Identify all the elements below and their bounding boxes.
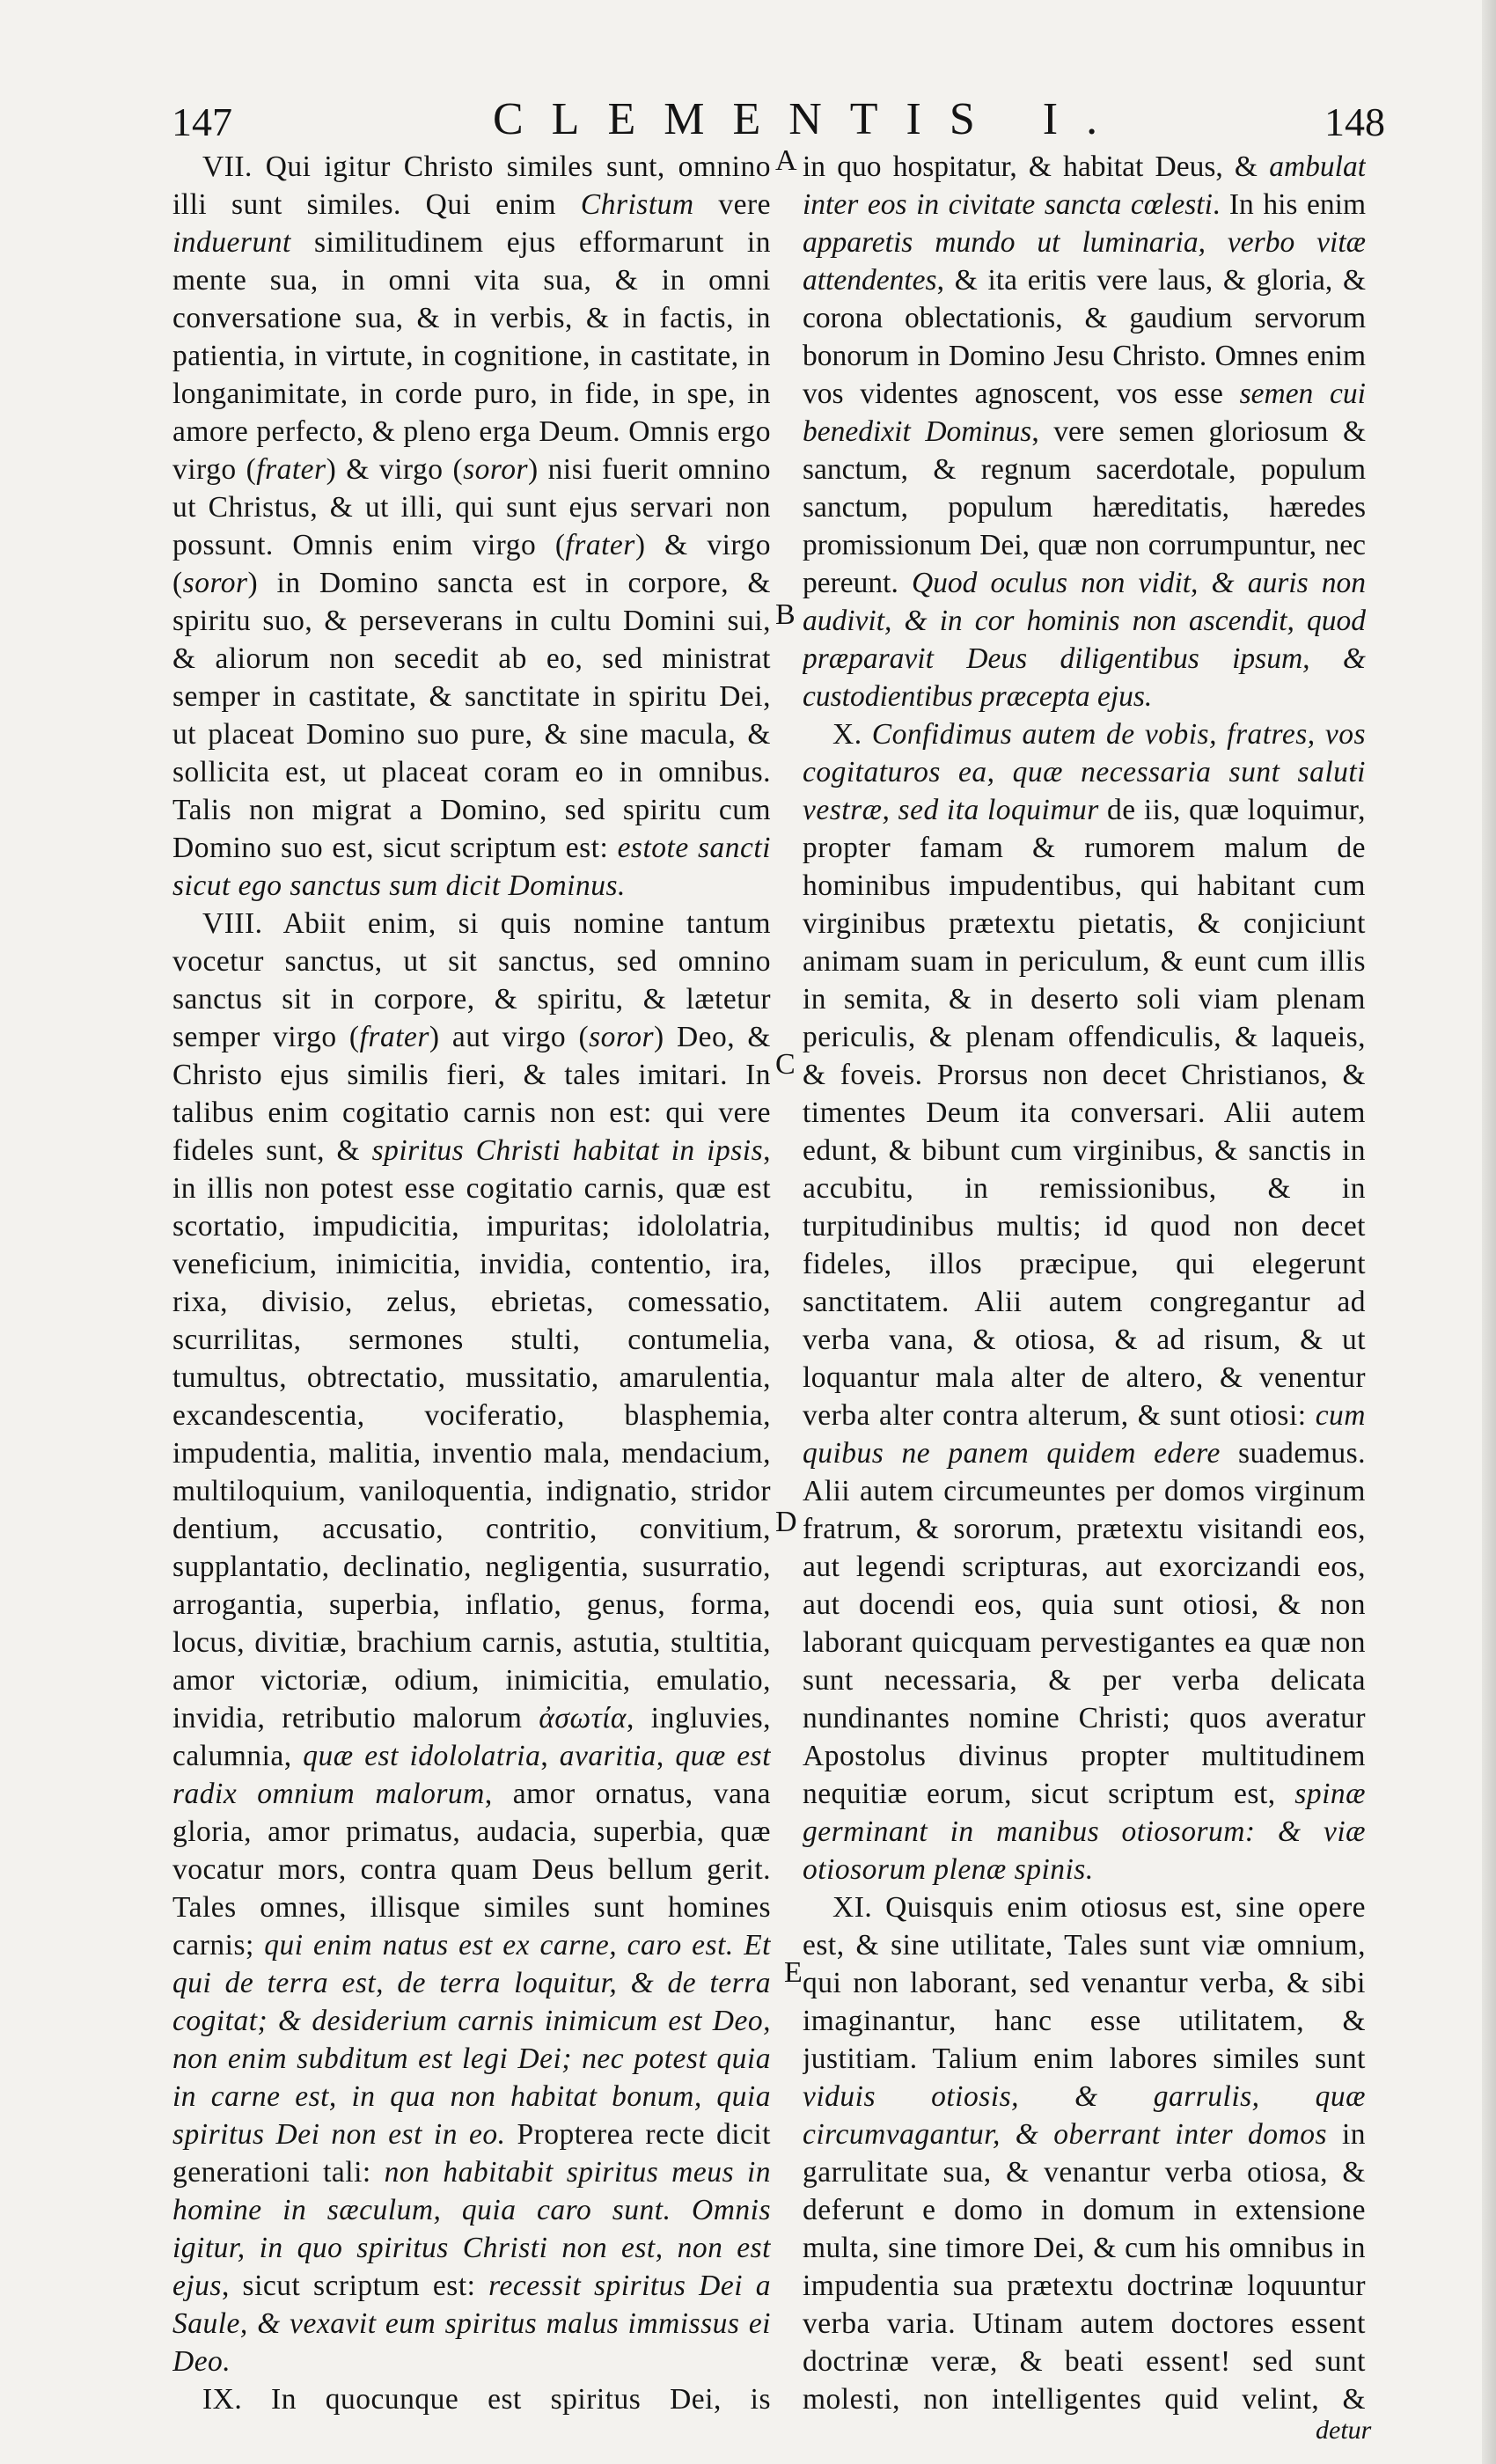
section-x-paragraph: X. Confidimus autem de vobis, fratres, vos cogitaturos ea, quæ necessaria sunt saluti vestræ, sed ita loquimur de iis, quæ loquimur, propter famam & rumorem malum de hominibus impudentibus, qui habitant cum virginibus prætextu pietatis, & conjiciunt animam suam in periculum, & eunt cum illis in semita, & in deserto soli viam plenam periculis, & plenam offendiculis, & laqueis, & foveis. Prorsus non decet Christianos, & timentes Deum ita conversari. Alii autem edunt, & bibunt cum virginibus, & sanctis in accubitu, in remissionibus, & in turpitudinibus multis; id quod non decet fideles, illos præcipue, qui elegerunt sanctitatem. Alii autem congregantur ad verba vana, & otiosa, & ad risum, & ut loquantur mala alter de altero, & venentur verba alter contra alterum, & sunt otiosi: cum quibus ne panem quidem edere suademus. Alii autem circumeuntes per domos virginum fratrum, & sororum, prætextu visitandi eos, aut legendi scripturas, aut exorcizandi eos, aut docendi eos, quia sunt otiosi, & non laborant quicquam pervestigantes ea quæ non sunt necessaria, & per verba delicata nundinantes nomine Christi; quos averatur Apostolus divinus propter multitudinem nequitiæ eorum, sicut scriptum est, spinæ germinant in manibus otiosorum: & viæ otiosorum plenæ spinis. <box>803 718 1366 1886</box>
margin-letter-c: C <box>775 1048 796 1081</box>
page-number-right: 148 <box>1324 99 1385 144</box>
italic-text: frater <box>359 1021 429 1053</box>
italic-text: soror <box>589 1021 654 1053</box>
italic-text: soror <box>182 567 248 599</box>
italic-text: Confidimus autem de vobis, fratres, vos cogitaturos ea, quæ necessaria sunt saluti vestræ, sed ita loquimur <box>803 718 1366 826</box>
italic-text: recessit spiritus Dei a Saule, & vexavit eum spiritus malus immissus ei Deo. <box>172 2270 771 2378</box>
italic-text: spinæ germinant in manibus otiosorum: & viæ otiosorum plenæ spinis. <box>803 1778 1366 1886</box>
italic-text: frater <box>565 529 635 561</box>
italic-text: ambulat inter eos in civitate sancta cœlesti <box>803 150 1366 221</box>
running-head-title: CLEMENTIS I. <box>493 94 1126 144</box>
section-ix-paragraph: IX. In quocunque est spiritus Dei, is <box>202 2383 771 2416</box>
margin-letter-d: D <box>775 1506 797 1538</box>
italic-text: qui enim natus est ex carne, caro est. Et qui de terra est, de terra loquitur, & de terra cogitat; & desiderium carnis inimicum est Deo, non enim subditum est legi Dei; nec potest quia in carne est, in qua non habitat bonum, quia spiritus Dei non est in eo. <box>172 1929 771 2151</box>
italic-text: cum quibus ne panem quidem edere <box>803 1399 1366 1470</box>
italic-text: soror <box>463 453 528 486</box>
italic-text: semen cui benedixit Dominus <box>803 378 1366 448</box>
italic-text: Christum <box>580 188 694 221</box>
italic-text: ἀσωτία <box>539 1702 627 1734</box>
section-vii-paragraph: VII. Qui igitur Christo similes sunt, omnino illi sunt similes. Qui enim Christum vere induerunt similitudinem ejus efformarunt in mente sua, in omni vita sua, & in omni conversatione sua, & in verbis, & in factis, in patientia, in virtute, in cognitione, in castitate, in longanimitate, in corde puro, in fide, in spe, in amore perfecto, & pleno erga Deum. Omnis ergo virgo (frater) & virgo (soror) nisi fuerit omnino ut Christus, & ut illi, qui sunt ejus servari non possunt. Omnis enim virgo (frater) & virgo (soror) in Domino sancta est in corpore, & spiritu suo, & perseverans in cultu Domini sui, & aliorum non secedit ab eo, sed ministrat semper in castitate, & sanctitate in spiritu Dei, ut placeat Domino suo pure, & sine macula, & sollicita est, ut placeat coram eo in omnibus. Talis non migrat a Domino, sed spiritu cum Domino suo est, sicut scriptum est: estote sancti sicut ego sanctus sum dicit Dominus. <box>172 150 771 902</box>
margin-letter-b: B <box>775 598 796 631</box>
margin-letter-e: E <box>784 1956 803 1989</box>
italic-text: Quod oculus non vidit, & auris non audivit, & in cor hominis non ascendit, quod præparavit Deus diligentibus ipsum, & custodientibus præcepta ejus. <box>803 567 1366 713</box>
italic-text: quæ est radix omnium malorum <box>172 1740 771 1810</box>
page-gutter-shadow <box>1482 0 1496 2464</box>
catchword: detur <box>1316 2416 1372 2445</box>
section-xi-paragraph: XI. Quisquis enim otiosus est, sine opere est, & sine utilitate, Tales sunt viæ omnium, qui non laborant, sed venantur verba, & sibi imaginantur, hanc esse utilitatem, & justitiam. Talium enim labores similes sunt viduis otiosis, & garrulis, quæ circumvagantur, & oberrant inter domos in garrulitate sua, & venantur verba otiosa, & deferunt e domo in domum in extensione multa, sine timore Dei, & cum his omnibus in impudentia sua prætextu doctrinæ loquuntur verba varia. Utinam autem doctores essent doctrinæ veræ, & beati essent! sed sunt molesti, non intelligentes quid velint, & <box>803 1891 1366 2416</box>
margin-letter-a: A <box>775 144 797 177</box>
italic-text: quæ est idololatria <box>303 1740 541 1772</box>
italic-text: apparetis mundo ut luminaria, verbo vitæ attendentes <box>803 226 1366 297</box>
italic-text: induerunt <box>172 226 291 259</box>
italic-text: frater <box>256 453 326 486</box>
section-viii-paragraph: VIII. Abiit enim, si quis nomine tantum vocetur sanctus, ut sit sanctus, sed omnino sanctus sit in corpore, & spiritu, & lætetur semper virgo (frater) aut virgo (soror) Deo, & Christo ejus similis fieri, & tales imitari. In talibus enim cogitatio carnis non est: qui vere fideles sunt, & spiritus Christi habitat in ipsis, in illis non potest esse cogitatio carnis, quæ est scortatio, impudicitia, impuritas; idololatria, veneficium, inimicitia, invidia, contentio, ira, rixa, divisio, zelus, ebrietas, comessatio, scurrilitas, sermones stulti, contumelia, tumultus, obtrectatio, mussitatio, amarulentia, excandescentia, vociferatio, blasphemia, impudentia, malitia, inventio mala, mendacium, multiloquium, vaniloquentia, indignatio, stridor dentium, accusatio, contritio, convitium, supplantatio, declinatio, negligentia, susurratio, arrogantia, superbia, inflatio, genus, forma, locus, divitiæ, brachium carnis, astutia, stultitia, amor victoriæ, odium, inimicitia, emulatio, invidia, retributio malorum ἀσωτία, ingluvies, calumnia, quæ est idololatria, avaritia, quæ est radix omnium malorum, amor ornatus, vana gloria, amor primatus, audacia, superbia, quæ vocatur mors, contra quam Deus bellum gerit. Tales omnes, illisque similes sunt homines carnis; qui enim natus est ex carne, caro est. Et qui de terra est, de terra loquitur, & de terra cogitat; & desiderium carnis inimicum est Deo, non enim subditum est legi Dei; nec potest quia in carne est, in qua non habitat bonum, quia spiritus Dei non est in eo. Propterea recte dicit generationi tali: non habitabit spiritus meus in homine in sæculum, quia caro sunt. Omnis igitur, in quo spiritus Christi non est, non est ejus, sicut scriptum est: recessit spiritus Dei a Saule, & vexavit eum spiritus malus immissus ei Deo. <box>172 907 771 2378</box>
page-number-left: 147 <box>172 99 232 144</box>
text-column-left <box>172 148 771 2418</box>
italic-text: spiritus Christi habitat in ipsis <box>371 1134 764 1167</box>
italic-text: avaritia <box>559 1740 656 1772</box>
italic-text: viduis otiosis, & garrulis, quæ circumvagantur, & oberrant inter domos <box>803 2080 1366 2151</box>
text-column-right <box>803 148 1366 2418</box>
italic-text: estote sancti sicut ego sanctus sum dicit Dominus. <box>172 832 771 902</box>
section-ix-continuation: in quo hospitatur, & habitat Deus, & ambulat inter eos in civitate sancta cœlesti. In his enim apparetis mundo ut luminaria, verbo vitæ attendentes, & ita eritis vere laus, & gloria, & corona oblectationis, & gaudium servorum bonorum in Domino Jesu Christo. Omnes enim vos videntes agnoscent, vos esse semen cui benedixit Dominus, vere semen gloriosum & sanctum, & regnum sacerdotale, populum sanctum, populum hæreditatis, hæredes promissionum Dei, quæ non corrumpuntur, nec pereunt. Quod oculus non vidit, & auris non audivit, & in cor hominis non ascendit, quod præparavit Deus diligentibus ipsum, & custodientibus præcepta ejus. <box>803 150 1366 713</box>
italic-text: non habitabit spiritus meus in homine in sæculum, quia caro sunt. Omnis igitur, in quo spiritus Christi non est, non est ejus <box>172 2156 771 2302</box>
